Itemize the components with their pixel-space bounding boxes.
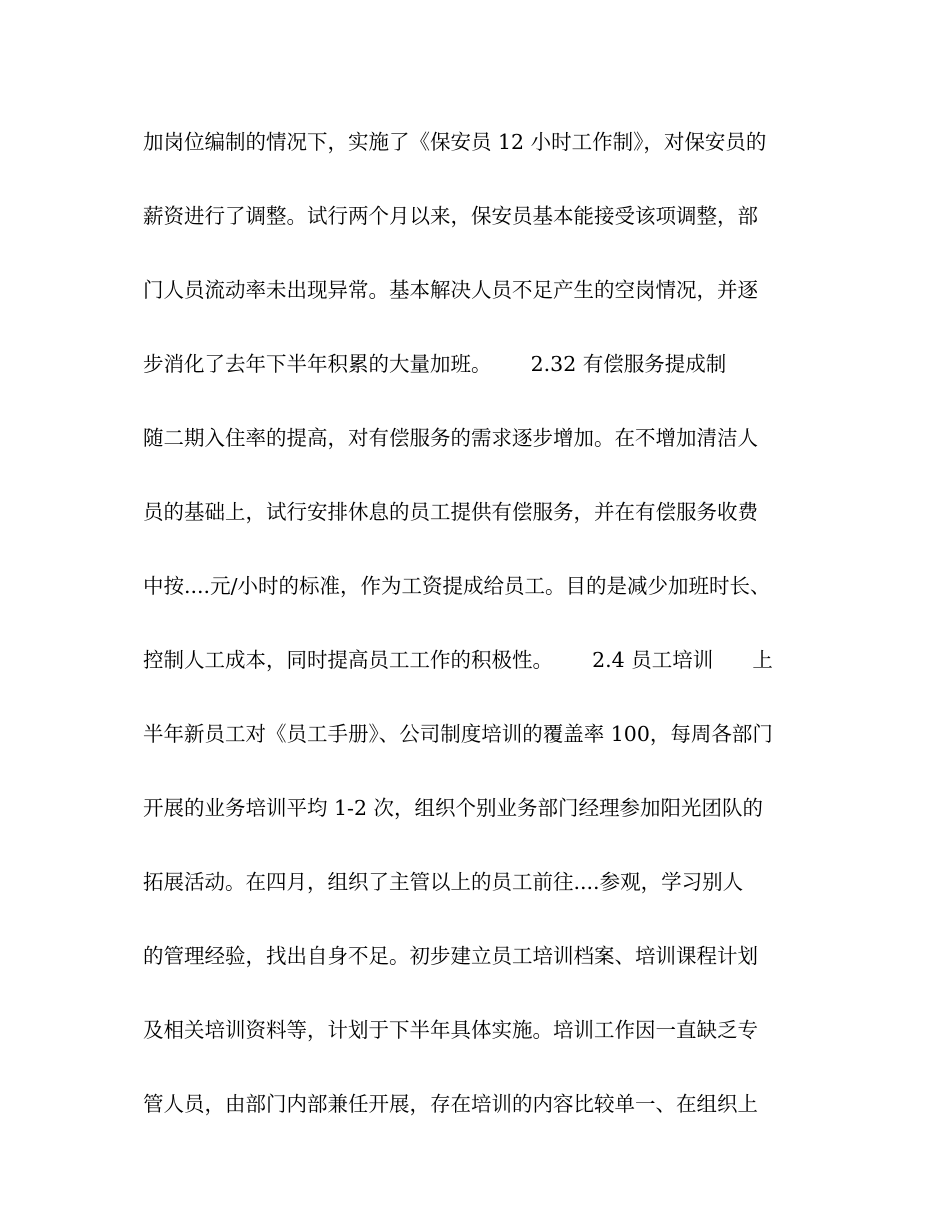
text-line: 加岗位编制的情况下，实施了《保安员 12 小时工作制》，对保安员的 — [143, 130, 767, 154]
text-line: 步消化了去年下半年积累的大量加班。 2.32 有偿服务提成制 — [143, 352, 727, 376]
text-line: 管人员，由部门内部兼任开展，存在培训的内容比较单一、在组织上 — [143, 1092, 758, 1116]
document-body-text — [143, 126, 843, 1162]
text-line: 半年新员工对《员工手册》、公司制度培训的覆盖率 100，每周各部门 — [143, 722, 773, 746]
text-line: 门人员流动率未出现异常。基本解决人员不足产生的空岗情况，并逐 — [143, 278, 758, 302]
text-line: 开展的业务培训平均 1-2 次，组织个别业务部门经理参加阳光团队的 — [143, 796, 764, 820]
text-line: 薪资进行了调整。试行两个月以来，保安员基本能接受该项调整，部 — [143, 204, 758, 228]
text-line: 随二期入住率的提高，对有偿服务的需求逐步增加。在不增加清洁人 — [143, 426, 758, 450]
text-line: 中按....元/小时的标准，作为工资提成给员工。目的是减少加班时长、 — [143, 574, 771, 598]
text-line: 的管理经验，找出自身不足。初步建立员工培训档案、培训课程计划 — [143, 944, 758, 968]
text-line: 及相关培训资料等，计划于下半年具体实施。培训工作因一直缺乏专 — [143, 1018, 758, 1042]
text-line: 拓展活动。在四月，组织了主管以上的员工前往....参观，学习别人 — [143, 870, 744, 894]
text-line: 员的基础上，试行安排休息的员工提供有偿服务，并在有偿服务收费 — [143, 500, 758, 524]
text-line: 控制人工成本，同时提高员工工作的积极性。 2.4 员工培训 上 — [143, 648, 773, 672]
